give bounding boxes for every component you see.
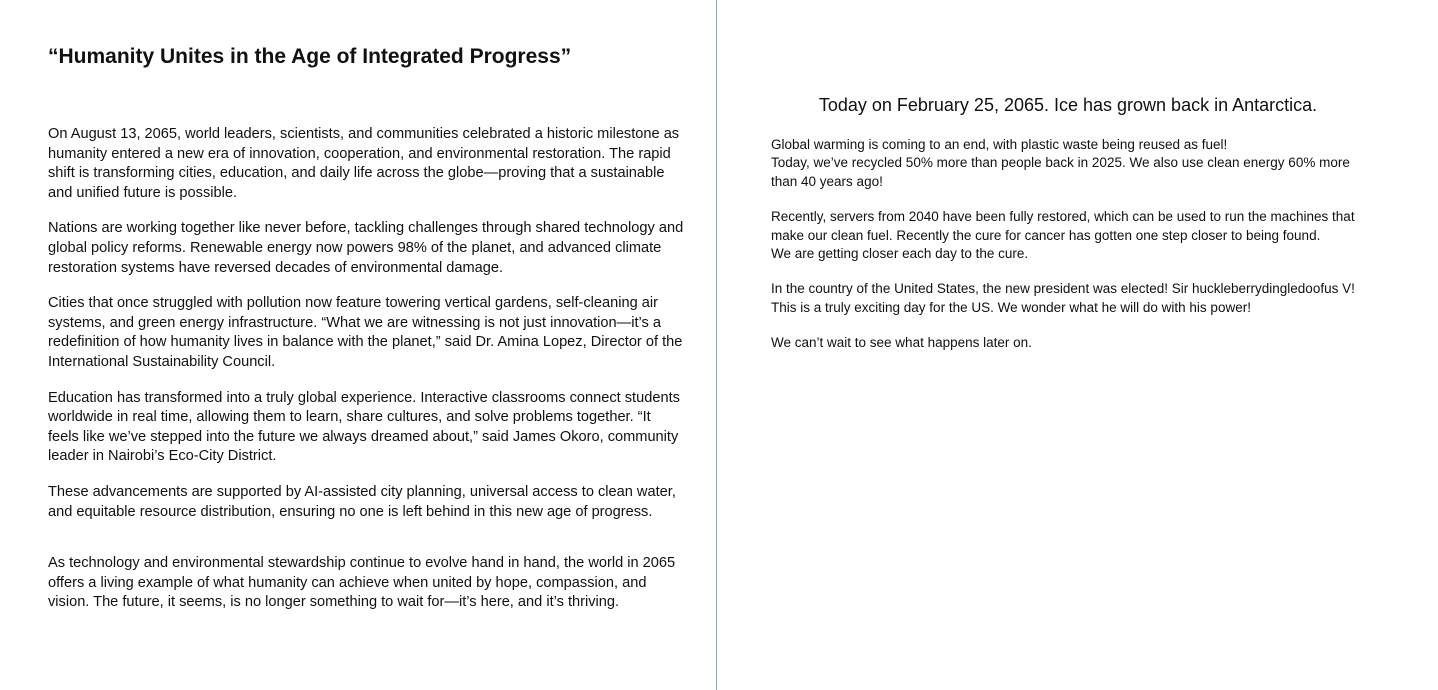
- news-line: In the country of the United States, the new president was elected! Sir huckleberrydingledoofus V! This is a truly exciting day for the US. We wonder what he will do with his power!: [771, 281, 1355, 315]
- left-document-page: [0, 0, 717, 690]
- news-headline: Today on February 25, 2065. Ice has grown back in Antarctica.: [818, 95, 1318, 115]
- news-line: Today, we’ve recycled 50% more than people back in 2025. We also use clean energy 60% more than 40 years ago!: [771, 155, 1350, 189]
- news-line: Global warming is coming to an end, with plastic waste being reused as fuel!: [771, 137, 1228, 152]
- article-paragraph: Nations are working together like never before, tackling challenges through shared technology and global policy reforms. Renewable energy now powers 98% of the planet, and advanced climate restoration systems have reversed decades of environmental damage.: [48, 220, 684, 276]
- news-body: [771, 136, 1371, 370]
- article-paragraph: On August 13, 2065, world leaders, scientists, and communities celebrated a historic milestone as humanity entered a new era of innovation, cooperation, and environmental restoration. The rapid shift is transforming cities, education, and daily life across the globe—proving that a sustainable and unified future is possible.: [48, 126, 680, 201]
- news-block: [771, 334, 1371, 352]
- news-block: [771, 208, 1371, 263]
- news-block: [771, 136, 1371, 191]
- article-paragraph: As technology and environmental stewardship continue to evolve hand in hand, the world in 2065 offers a living example of what humanity can achieve when united by hope, compassion, and vision. The future, it seems, is no longer something to wait for—it’s here, and it’s thriving.: [48, 555, 676, 611]
- news-line: We are getting closer each day to the cure.: [771, 246, 1029, 262]
- news-line: Recently, servers from 2040 have been fully restored, which can be used to run the machines that make our clean fuel. Recently the cure for cancer has gotten one step closer to being found.: [771, 209, 1355, 243]
- news-block: [771, 280, 1371, 317]
- article-body: [48, 125, 684, 629]
- article-paragraph: Education has transformed into a truly global experience. Interactive classrooms connect students worldwide in real time, allowing them to learn, share cultures, and solve problems together. “It feels like we’ve stepped into the future we always dreamed about,” said James Okoro, community leader in Nairobi’s Eco-City District.: [48, 389, 680, 465]
- article-headline: “Humanity Unites in the Age of Integrated Progress”: [48, 45, 572, 68]
- right-document-page: [718, 0, 1438, 690]
- news-line: We can’t wait to see what happens later on.: [771, 335, 1032, 351]
- article-paragraph: These advancements are supported by AI-assisted city planning, universal access to clean water, and equitable resource distribution, ensuring no one is left behind in this new age of progress.: [48, 483, 676, 520]
- article-paragraph: Cities that once struggled with pollution now feature towering vertical gardens, self-cleaning air systems, and green energy infrastructure. “What we are witnessing is not just innovation—it’s a redefinition of how humanity lives in balance with the planet,” said Dr. Amina Lopez, Director of the International Sustainability Council.: [48, 295, 683, 370]
